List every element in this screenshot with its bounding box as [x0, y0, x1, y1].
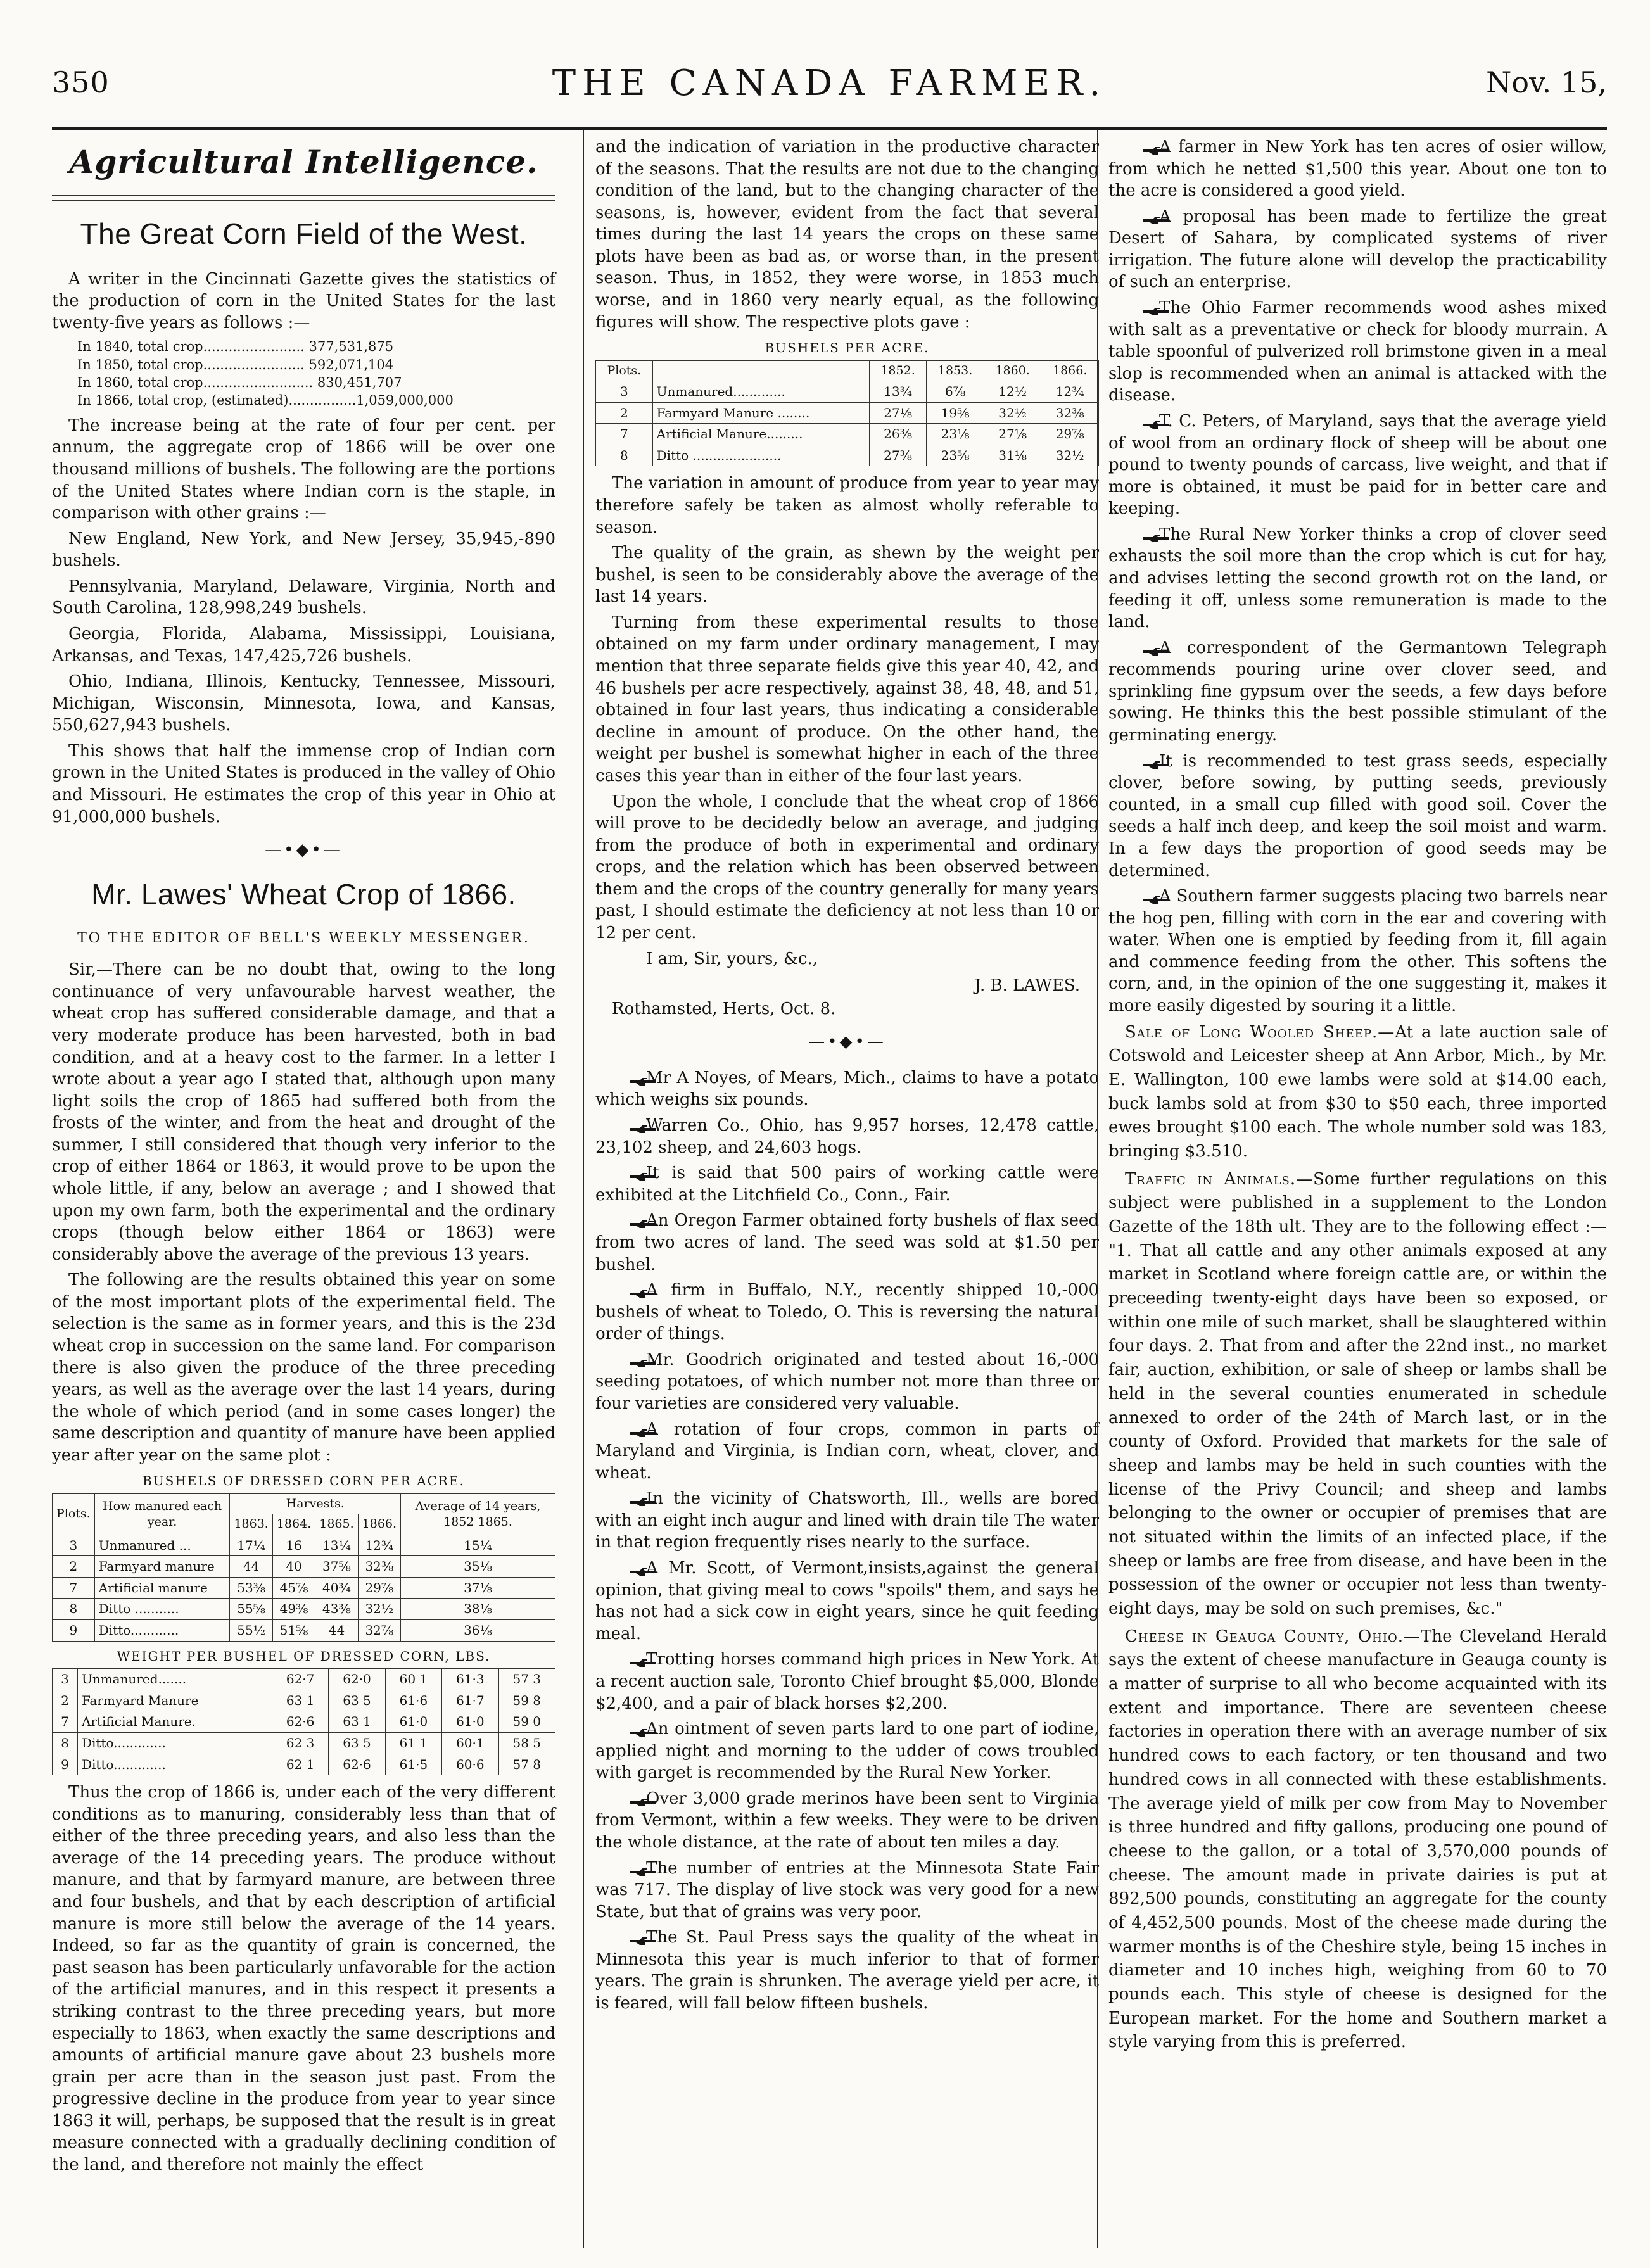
news-note	[595, 1115, 1099, 1158]
news-note	[595, 1349, 1099, 1415]
year-header: 1853.	[927, 360, 984, 381]
pointing-hand-icon	[612, 1723, 641, 1736]
value-cell: 59 0	[498, 1711, 555, 1733]
harvest-table	[52, 1493, 555, 1642]
value-cell: 44	[315, 1619, 358, 1641]
value-cell: 62·0	[329, 1669, 385, 1690]
plot-cell: 8	[53, 1732, 78, 1754]
average-cell: 15¼	[401, 1535, 555, 1556]
value-cell: 32⅜	[1041, 402, 1099, 424]
pointing-hand-icon	[612, 1284, 641, 1297]
news-note	[1108, 637, 1607, 747]
paragraph: The following are the results obtained this year on some of the most important plots of the experimental field. The selection is the same as in former years, and this is the 23d wheat crop in succession on the same land. For comparison there is also given the produce of the three preceding years, as well as the average over the last 14 years, during the whole of which period (and in some cases longer) the same description and quantity of manure have been applied year after year on the same plot :	[52, 1270, 555, 1465]
pointing-hand-icon	[612, 1562, 641, 1575]
pointing-hand-icon	[612, 1120, 641, 1132]
news-notes	[595, 1067, 1099, 2015]
value-cell: 13¼	[315, 1535, 358, 1556]
paragraph: This shows that half the immense crop of Indian corn grown in the United States is produced in the valley of Ohio and Missouri. He estimates the crop of this year in Ohio at 91,000,000 bushels.	[52, 741, 555, 827]
news-note	[595, 1279, 1099, 1345]
news-note	[595, 1162, 1099, 1206]
value-cell: 32½	[984, 402, 1041, 424]
label-cell: Unmanured.............	[652, 381, 869, 403]
value-cell: 62 3	[272, 1732, 328, 1754]
average-cell: 35⅛	[401, 1556, 555, 1578]
news-note	[1108, 524, 1607, 633]
value-cell: 44	[230, 1556, 272, 1578]
plot-cell: 9	[53, 1619, 95, 1641]
value-cell: 31⅛	[984, 445, 1041, 466]
value-cell: 60·6	[442, 1754, 498, 1775]
stat-line: In 1850, total crop........................ 592,071,104	[77, 357, 394, 372]
news-note	[1108, 751, 1607, 882]
pointing-hand-icon	[1125, 529, 1154, 542]
table-row	[53, 1754, 555, 1775]
column-2	[595, 136, 1099, 2018]
news-note	[1108, 136, 1607, 202]
label-cell: Ditto ......................	[652, 445, 869, 466]
value-cell: 63 1	[272, 1690, 328, 1711]
note-text: Over 3,000 grade merinos have been sent to Virginia from Vermont, within a few weeks. They were to be driven the whole distance, at the rate of about ten miles a day.	[595, 1789, 1099, 1852]
plot-cell: 3	[53, 1669, 78, 1690]
bushels-table	[595, 360, 1099, 467]
note-text: It is said that 500 pairs of working cattle were exhibited at the Litchfield Co., Conn., Fair.	[595, 1163, 1099, 1205]
value-cell: 29⅞	[1041, 424, 1099, 445]
paragraph: The quality of the grain, as shewn by the weight per bushel, is seen to be considerably above the average of the last 14 years.	[595, 543, 1099, 607]
label-cell: Artificial Manure.	[77, 1711, 272, 1733]
extract-text: The Cleveland Herald says the extent of cheese manufacture in Geauga county is a matter of surprise to all who become acquainted with its extent and importance. There are seventeen cheese factories in operation there with an average number of six hundred cows to each factory, or ten thousand and two hundred cows in all connected with these establishments. The average yield of milk per cow from May to November is three hundred and fifty gallons, producing one pound of cheese to the gallon, or a total of 3,570,000 pounds of cheese. The amount made in private dairies is put at 892,500 pounds, constituting an aggregate for the county of 4,452,500 pounds. Most of the cheese made during the warmer months is of the Cheshire style, being 15 inches in diameter and 10 inches high, weighing from 60 to 70 pounds each. This style of cheese is designed for the European market. For the home and Southern market a style varying from this is preferred.	[1108, 1626, 1608, 2052]
value-cell: 55⅝	[230, 1599, 272, 1620]
label-cell: Unmanured.......	[77, 1669, 272, 1690]
table-row	[53, 1690, 555, 1711]
label-cell: Ditto ...........	[94, 1599, 230, 1620]
value-cell: 63 5	[329, 1690, 385, 1711]
pointing-hand-icon	[612, 1424, 641, 1436]
extract-lead: Cheese in Geauga County, Ohio.—	[1125, 1626, 1421, 1646]
value-cell: 61·6	[385, 1690, 441, 1711]
pointing-hand-icon	[612, 1863, 641, 1875]
value-cell: 17¼	[230, 1535, 272, 1556]
value-cell: 61·3	[442, 1669, 498, 1690]
value-cell: 40¾	[315, 1577, 358, 1599]
pointing-hand-icon	[1125, 642, 1154, 655]
value-cell: 62·6	[329, 1754, 385, 1775]
average-cell: 38⅛	[401, 1599, 555, 1620]
news-note	[595, 1557, 1099, 1645]
value-cell: 12½	[984, 381, 1041, 403]
label-cell: Ditto.............	[77, 1732, 272, 1754]
value-cell: 62 1	[272, 1754, 328, 1775]
news-extracts	[1108, 1021, 1607, 2055]
value-cell: 62·6	[272, 1711, 328, 1733]
news-note	[595, 1788, 1099, 1854]
value-cell: 45⅞	[272, 1577, 315, 1599]
value-cell: 32⅞	[358, 1619, 400, 1641]
note-text: Warren Co., Ohio, has 9,957 horses, 12,478 cattle, 23,102 sheep, and 24,603 hogs.	[595, 1116, 1099, 1157]
value-cell: 61·7	[442, 1690, 498, 1711]
masthead-rule	[52, 127, 1607, 130]
note-text: A Southern farmer suggests placing two barrels near the hog pen, filling with corn in the ear and covering with water. When one is emptied by feeding from it, fill again and commence feeding from the other. This softens the corn, and, in the opinion of the one suggesting it, makes it more easily digested by souring it a little.	[1108, 887, 1607, 1015]
value-cell: 16	[272, 1535, 315, 1556]
column-rule-1	[583, 130, 584, 2248]
department-heading: Agricultural Intelligence.	[69, 143, 538, 181]
table-caption: BUSHELS PER ACRE.	[765, 340, 930, 356]
news-note	[595, 1210, 1099, 1276]
value-cell: 32½	[1041, 445, 1099, 466]
value-cell: 49⅜	[272, 1599, 315, 1620]
value-cell: 63 1	[329, 1711, 385, 1733]
masthead	[52, 60, 1607, 111]
value-cell: 13¾	[869, 381, 927, 403]
year-header: 1866.	[358, 1514, 400, 1535]
news-note	[595, 1067, 1099, 1111]
paragraph: The variation in amount of produce from year to year may therefore safely be taken as almost wholly referable to season.	[595, 474, 1099, 537]
note-text: A correspondent of the Germantown Telegraph recommends pouring urine over clover seed, and sprinkling fine gypsum over the seeds, a few days before sowing. He thinks this the best possible stimulant of the germinating energy.	[1108, 638, 1607, 745]
average-cell: 37⅛	[401, 1577, 555, 1599]
table-row	[53, 1669, 555, 1690]
paragraph: Pennsylvania, Maryland, Delaware, Virginia, North and South Carolina, 128,998,249 bushels.	[52, 576, 555, 618]
note-text: A proposal has been made to fertilize the great Desert of Sahara, by complicated systems of river irrigation. The future alone will develop the practicability of such an enterprise.	[1108, 206, 1607, 292]
average-cell: 36⅛	[401, 1619, 555, 1641]
label-cell: Artificial manure	[94, 1577, 230, 1599]
plot-cell: 3	[596, 381, 653, 403]
page-number: 350	[52, 65, 110, 99]
paragraph: The increase being at the rate of four per cent. per annum, the aggregate crop of 1866 will be over one thousand millions of bushels. The following are the portions of the United States where Indian corn is the staple, in comparison with other grains :—	[52, 415, 555, 523]
note-text: The Rural New Yorker thinks a crop of clover seed exhausts the soil more than the crop which is cut for hay, and advises letting the second growth rot on the land, or feeding it off, unless some remuneration is made to the land.	[1108, 524, 1607, 632]
extract-lead: Sale of Long Wooled Sheep.—	[1125, 1022, 1395, 1042]
signature: J. B. LAWES.	[974, 976, 1080, 996]
news-note	[595, 1488, 1099, 1554]
extract-text: Some further regulations on this subject were published in a supplement to the London Gazette of the 18th ult. They are to the following effect :— "1. That all cattle and any other animals exposed at any market in Scotland where foreign cattle are, or within the preceeding twenty-eight days have been so exposed, or within one mile of such market, shall be slaughtered within four days. 2. That from and after the 22nd inst., no market fair, auction, exhibition, or sale of sheep or lambs shall be held in the several counties enumerated in schedule annexed to order of the 24th of March last, or in the county of Oxford. Provided that markets for the sale of sheep and lambs may be held in such counties with the license of the Privy Council; and sheep and lambs belonging to the owner or occupier of premises that are not situated within the limits of an infected place, if the sheep or lambs are free from disease, and have been in the possession of the owner or occupier not less than twenty-eight days, may be sold on such premises, &c."	[1108, 1169, 1607, 1619]
value-cell: 60 1	[385, 1669, 441, 1690]
ornament-icon: —•◆•—	[808, 1032, 886, 1052]
stat-line: In 1866, total crop, (estimated)................1,059,000,000	[77, 393, 454, 409]
corn-stats	[77, 338, 555, 409]
value-cell: 53⅜	[230, 1577, 272, 1599]
news-note	[595, 1419, 1099, 1485]
note-text: An ointment of seven parts lard to one part of iodine, applied night and morning to the udder of cows troubled with garget is recommended by the Rural New Yorker.	[595, 1720, 1099, 1783]
extract-text: At a late auction sale of Cotswold and Leicester sheep at Ann Arbor, Mich., by Mr. E. Wallington, 100 ewe lambs were sold at $14.00 each, buck lambs sold at from $30 to $50 each, three imported ewes brought $100 each. The whole number sold was 183, bringing $3.510.	[1108, 1022, 1607, 1161]
paragraph: New England, New York, and New Jersey, 35,945,-890 bushels.	[52, 529, 555, 571]
weight-table	[52, 1668, 555, 1775]
pointing-hand-icon	[612, 1072, 641, 1085]
news-extract	[1108, 1168, 1607, 1621]
letter-address: TO THE EDITOR OF BELL'S WEEKLY MESSENGER.	[77, 930, 530, 946]
label-cell: Artificial Manure.........	[652, 424, 869, 445]
table-caption: BUSHELS OF DRESSED CORN PER ACRE.	[143, 1473, 465, 1489]
value-cell: 27⅛	[869, 402, 927, 424]
pointing-hand-icon	[612, 1215, 641, 1227]
divider	[52, 195, 555, 201]
pointing-hand-icon	[1125, 211, 1154, 224]
note-text: T. C. Peters, of Maryland, says that the average yield of wool from an ordinary flock of sheep will be about one pound to twenty pounds of carcass, live weight, and that if more is obtained, it must be paid for in better care and keeping.	[1108, 411, 1607, 519]
value-cell: 61 1	[385, 1732, 441, 1754]
table-caption: WEIGHT PER BUSHEL OF DRESSED CORN, LBS.	[117, 1648, 491, 1664]
value-cell: 6⅞	[927, 381, 984, 403]
paragraph: and the indication of variation in the productive character of the seasons. That the results are not due to the changing condition of the land, but to the changing character of the seasons, is, however, evident from the fact that several times during the last 14 years the crops on these same plots have been as bad as, or worse than, in the present season. Thus, in 1852, they were worse, in 1853 much worse, and in 1860 very nearly equal, as the following figures will show. The respective plots gave :	[595, 137, 1099, 332]
table-row	[53, 1619, 555, 1641]
pointing-hand-icon	[1125, 141, 1154, 154]
plot-cell: 8	[53, 1599, 95, 1620]
plot-cell: 2	[596, 402, 653, 424]
table-row	[53, 1711, 555, 1733]
value-cell: 29⅞	[358, 1577, 400, 1599]
value-cell: 60·1	[442, 1732, 498, 1754]
pointing-hand-icon	[612, 1354, 641, 1367]
article-heading-wheat: Mr. Lawes' Wheat Crop of 1866.	[91, 877, 516, 911]
note-text: An Oregon Farmer obtained forty bushels of flax seed from two acres of land. The seed was sold at $1.50 per bushel.	[595, 1211, 1099, 1274]
news-note	[1108, 206, 1607, 293]
pointing-hand-icon	[612, 1167, 641, 1180]
plot-cell: 7	[53, 1711, 78, 1733]
table-row	[53, 1732, 555, 1754]
value-cell: 55½	[230, 1619, 272, 1641]
year-header: 1865.	[315, 1514, 358, 1535]
note-text: A firm in Buffalo, N.Y., recently shipped 10,-000 bushels of wheat to Toledo, O. This is reversing the natural order of things.	[595, 1281, 1099, 1344]
plot-cell: 7	[53, 1577, 95, 1599]
value-cell: 32½	[358, 1599, 400, 1620]
article-heading-corn: The Great Corn Field of the West.	[80, 217, 528, 250]
note-text: A rotation of four crops, common in parts of Maryland and Virginia, is Indian corn, wheat, clover, and wheat.	[595, 1419, 1099, 1483]
value-cell: 23⅝	[927, 445, 984, 466]
plot-cell: 3	[53, 1535, 95, 1556]
column-3	[1108, 136, 1607, 2058]
column-header: Plots.	[596, 360, 653, 381]
pointing-hand-icon	[1125, 302, 1154, 315]
news-extract	[1108, 1625, 1607, 2055]
newspaper-title: THE CANADA FARMER.	[552, 63, 1107, 104]
letter-closing: I am, Sir, yours, &c.,	[646, 949, 818, 968]
note-text: In the vicinity of Chatsworth, Ill., wells are bored with an eight inch augur and lined with drain tile The water in that region frequently rises nearly to the surface.	[595, 1489, 1099, 1552]
paragraph: Ohio, Indiana, Illinois, Kentucky, Tennessee, Missouri, Michigan, Wisconsin, Minnesota, Iowa, and Kansas, 550,627,943 bushels.	[52, 672, 555, 735]
pointing-hand-icon	[1125, 756, 1154, 768]
note-text: A farmer in New York has ten acres of osier willow, from which he netted $1,500 this year. About one ton to the acre is considered a good yield.	[1108, 137, 1607, 201]
paragraph: Sir,—There can be no doubt that, owing to the long continuance of very unfavourable harvest weather, the wheat crop has suffered considerable damage, and that a very moderate produce has been harvested, both in bad condition, and at a heavy cost to the farmer. In a letter I wrote about a year ago I stated that, although upon many light soils the crop of 1865 had suffered both from the frosts of the winter, and from the heat and drought of the summer, I still considered that though very inferior to the crop of either 1864 or 1863, it would prove to be upon the whole little, if any, below an average ; and I showed that upon my own farm, both the experimental and the ordinary crops (though below either 1864 or 1863) were considerably above the average of the previous 13 years.	[52, 960, 555, 1264]
corn-intro: A writer in the Cincinnati Gazette gives the statistics of the production of corn in the United States for the last twenty-five years as follows :—	[52, 269, 555, 333]
note-text: Mr A Noyes, of Mears, Mich., claims to have a potato which weighs six pounds.	[595, 1068, 1099, 1110]
table-row	[53, 1599, 555, 1620]
year-header: 1863.	[230, 1514, 272, 1535]
value-cell: 12¾	[358, 1535, 400, 1556]
paragraph: Georgia, Florida, Alabama, Mississippi, Louisiana, Arkansas, and Texas, 147,425,726 bushels.	[52, 624, 555, 666]
news-note	[1108, 410, 1607, 520]
pointing-hand-icon	[1125, 415, 1154, 428]
year-header: 1852.	[869, 360, 927, 381]
stat-line: In 1840, total crop........................ 377,531,875	[77, 339, 394, 355]
news-notes	[1108, 136, 1607, 1017]
value-cell: 61·0	[385, 1711, 441, 1733]
value-cell: 40	[272, 1556, 315, 1578]
value-cell: 37⅝	[315, 1556, 358, 1578]
value-cell: 61·5	[385, 1754, 441, 1775]
value-cell: 19⅝	[927, 402, 984, 424]
column-header: Average of 14 years, 1852 1865.	[401, 1494, 555, 1535]
label-cell: Unmanured ...	[94, 1535, 230, 1556]
average-cell: 57 3	[498, 1669, 555, 1690]
note-text: The St. Paul Press says the quality of the wheat in Minnesota this year is much inferior to that of former years. The grain is shrunken. The average yield per acre, it is feared, will fall below fifteen bushels.	[595, 1928, 1099, 2013]
news-note	[595, 1927, 1099, 2014]
table-body	[596, 381, 1099, 466]
value-cell: 26⅜	[869, 424, 927, 445]
stat-line: In 1860, total crop.......................... 830,451,707	[77, 375, 402, 391]
pointing-hand-icon	[612, 1493, 641, 1505]
label-cell: Ditto.............	[77, 1754, 272, 1775]
table-row	[53, 1577, 555, 1599]
label-cell: Ditto............	[94, 1619, 230, 1641]
value-cell: 27⅛	[984, 424, 1041, 445]
pointing-hand-icon	[1125, 890, 1154, 903]
letter-place: Rothamsted, Herts, Oct. 8.	[612, 999, 836, 1018]
value-cell: 57 8	[498, 1754, 555, 1775]
table-body	[53, 1669, 555, 1775]
plot-cell: 8	[596, 445, 653, 466]
label-cell: Farmyard Manure	[77, 1690, 272, 1711]
news-note	[595, 1718, 1099, 1784]
extract-lead: Traffic in Animals.—	[1125, 1169, 1314, 1189]
paragraph: Turning from these experimental results to those obtained on my farm under ordinary management, I may mention that three separate fields give this year 40, 42, and 46 bushels per acre respectively, against 38, 48, 48, and 51, obtained in four last years, thus indicating a considerable decline in amount of produce. On the other hand, the weight per bushel is somewhat higher in each of the three cases this year than in either of the four last years.	[595, 612, 1099, 785]
year-header: 1860.	[984, 360, 1041, 381]
plot-cell: 9	[53, 1754, 78, 1775]
paragraph: Upon the whole, I conclude that the wheat crop of 1866 will prove to be decidedly below an average, and judging from the produce of both in experimental and ordinary crops, and the relation which has been observed between them and the crops of the country generally for many years past, I should estimate the deficiency at not less than 10 or 12 per cent.	[595, 792, 1099, 942]
value-cell: 43⅜	[315, 1599, 358, 1620]
news-note	[1108, 297, 1607, 407]
value-cell: 59 8	[498, 1690, 555, 1711]
ornament-icon: —•◆•—	[265, 840, 343, 860]
pointing-hand-icon	[612, 1793, 641, 1806]
table-row	[596, 424, 1099, 445]
value-cell: 23⅛	[927, 424, 984, 445]
year-header: 1864.	[272, 1514, 315, 1535]
pointing-hand-icon	[612, 1932, 641, 1944]
value-cell: 27⅜	[869, 445, 927, 466]
news-extract	[1108, 1021, 1607, 1164]
table-row	[596, 381, 1099, 403]
plot-cell: 2	[53, 1690, 78, 1711]
year-header: 1866.	[1041, 360, 1099, 381]
pointing-hand-icon	[612, 1654, 641, 1666]
note-text: The number of entries at the Minnesota State Fair was 717. The display of live stock was very good for a new State, but that of grains was very poor.	[595, 1858, 1099, 1922]
note-text: The Ohio Farmer recommends wood ashes mixed with salt as a preventative or check for bloody murrain. A table spoonful of pulverized roll brimstone given in a meal slop is recommended when an animal is attacked with the disease.	[1108, 298, 1607, 405]
note-text: It is recommended to test grass seeds, especially clover, before sowing, by putting seeds, previously counted, in a small cup filled with good soil. Cover the seeds a half inch deep, and keep the soil moist and warm. In a few days the proportion of good seeds may be determined.	[1108, 751, 1607, 880]
label-cell: Farmyard manure	[94, 1556, 230, 1578]
table-row	[53, 1556, 555, 1578]
plot-cell: 2	[53, 1556, 95, 1578]
value-cell: 63 5	[329, 1732, 385, 1754]
label-cell: Farmyard Manure ........	[652, 402, 869, 424]
value-cell: 58 5	[498, 1732, 555, 1754]
news-note	[595, 1858, 1099, 1923]
paragraph: Thus the crop of 1866 is, under each of the very different conditions as to manuring, considerably less than that of either of the three preceding years, and also less than the average of the 14 preceding years. The produce without manure, and that by farmyard manure, are between three and four bushels, and that by each description of artificial manure is more still below the average of the 14 years. Indeed, so far as the quantity of grain is concerned, the past season has been particularly unfavorable for the action of the artificial manures, and in this respect it presents a striking contrast to the three preceding years, but more especially to 1863, when exactly the same descriptions and amounts of artificial manure gave about 23 bushels more grain per acre than in the season just past. From the progressive decline in the produce from year to year since 1863 it will, perhaps, be supposed that the result is in great measure connected with a gradually declining condition of the land, and therefore not mainly the effect	[52, 1783, 555, 2174]
note-text: Mr. Goodrich originated and tested about 16,-000 seeding potatoes, of which number not more than three or four varieties are considered very valuable.	[595, 1350, 1099, 1413]
column-header: Harvests.	[230, 1494, 401, 1514]
value-cell: 61·0	[442, 1711, 498, 1733]
plot-cell: 7	[596, 424, 653, 445]
table-row	[596, 402, 1099, 424]
table-row	[53, 1535, 555, 1556]
column-header: Plots.	[53, 1494, 95, 1535]
note-text: Trotting horses command high prices in New York. At a recent auction sale, Toronto Chief brought $5,000, Blonde $2,400, and a pair of black horses $2,200.	[595, 1650, 1099, 1713]
news-note	[595, 1649, 1099, 1714]
value-cell: 12¾	[1041, 381, 1099, 403]
value-cell: 51⅝	[272, 1619, 315, 1641]
value-cell: 62·7	[272, 1669, 328, 1690]
value-cell: 32⅜	[358, 1556, 400, 1578]
table-row	[596, 445, 1099, 466]
column-1	[52, 136, 555, 2180]
table-body	[53, 1535, 555, 1641]
issue-date: Nov. 15,	[1486, 65, 1607, 99]
column-header: How manured each year.	[94, 1494, 230, 1535]
news-note	[1108, 885, 1607, 1017]
note-text: A Mr. Scott, of Vermont,insists,against the general opinion, that giving meal to cows "spoils" them, and says he has not had a sick cow in eight years, since he quit feeding meal.	[595, 1559, 1099, 1644]
column-header	[652, 360, 869, 381]
